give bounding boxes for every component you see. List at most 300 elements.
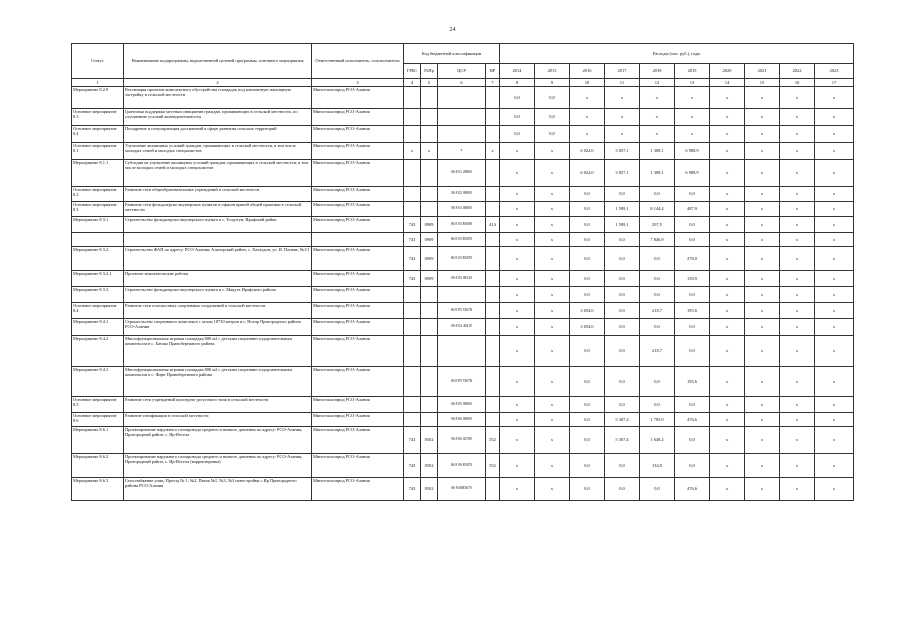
row-value: 1 308,1 bbox=[640, 143, 675, 160]
row-value: 0,0 bbox=[675, 217, 710, 233]
row-name: Строительство фельдшерско-акушерского пункта в с. Толдзгун, Ирафский район bbox=[124, 217, 312, 233]
header-year-0: 2014 bbox=[500, 64, 535, 79]
row-value: х bbox=[535, 160, 570, 187]
row-rzpr: 0502 bbox=[421, 427, 438, 454]
row-responsible: Минсельхозпрод РСО-Алания bbox=[312, 126, 404, 143]
row-value: х bbox=[780, 336, 815, 367]
row-value: 0,0 bbox=[570, 454, 605, 478]
row-name: Поощрение и популяризация достижений в сфере развития сельских территорий bbox=[124, 126, 312, 143]
row-value: 0,0 bbox=[605, 478, 640, 501]
row-grbs bbox=[404, 413, 421, 427]
row-status: Основное мероприятие 8.4 bbox=[72, 126, 124, 143]
row-value: х bbox=[745, 202, 780, 217]
row-value: х bbox=[745, 397, 780, 413]
row-value: х bbox=[605, 126, 640, 143]
row-csr: х bbox=[438, 143, 486, 160]
row-vr bbox=[486, 319, 500, 336]
row-value: х bbox=[710, 287, 745, 303]
row-value: х bbox=[745, 109, 780, 126]
row-grbs: 743 bbox=[404, 233, 421, 247]
row-value: х bbox=[710, 367, 745, 397]
row-value: 3 054,0 bbox=[570, 319, 605, 336]
row-rzpr bbox=[421, 287, 438, 303]
row-value: х bbox=[815, 247, 854, 271]
row-value: 0,0 bbox=[605, 187, 640, 202]
row-status: Основное мероприятие 8.6 bbox=[72, 413, 124, 427]
table-row bbox=[72, 126, 854, 143]
row-value: х bbox=[710, 187, 745, 202]
table-row bbox=[72, 217, 854, 233]
row-csr: 06 8 03 08120 bbox=[438, 271, 486, 287]
row-value: х bbox=[710, 160, 745, 187]
row-value: 195,6 bbox=[675, 303, 710, 319]
header-column-number: 15 bbox=[745, 79, 780, 87]
row-csr bbox=[438, 287, 486, 303]
row-vr: х bbox=[486, 143, 500, 160]
row-value: 0,0 bbox=[675, 397, 710, 413]
row-value: х bbox=[710, 454, 745, 478]
row-value: х bbox=[605, 109, 640, 126]
row-vr bbox=[486, 271, 500, 287]
row-value: х bbox=[675, 109, 710, 126]
row-value: х bbox=[710, 126, 745, 143]
row-value: 1 783,9 bbox=[640, 413, 675, 427]
row-value: х bbox=[780, 413, 815, 427]
row-rzpr bbox=[421, 336, 438, 367]
row-value: х bbox=[815, 303, 854, 319]
row-value: 0,0 bbox=[570, 336, 605, 367]
row-status: Мероприятие 8.4.2 bbox=[72, 336, 124, 367]
row-vr: 552 bbox=[486, 427, 500, 454]
row-value: 487,9 bbox=[675, 202, 710, 217]
header-status: Статус bbox=[72, 44, 124, 79]
row-value: х bbox=[500, 427, 535, 454]
row-value: х bbox=[500, 160, 535, 187]
table-row bbox=[72, 160, 854, 187]
row-name: Проектирование наружного газопровода среднего и низкого давления по адресу: РСО-Алания, Пригородный район, с. Ир-Весела (корректировка) bbox=[124, 454, 312, 478]
row-value: 0,0 bbox=[675, 427, 710, 454]
row-csr bbox=[438, 109, 486, 126]
row-value: 218,7 bbox=[640, 303, 675, 319]
table-row bbox=[72, 478, 854, 501]
row-csr: 06 8 02 00000 bbox=[438, 187, 486, 202]
header-year-7: 2021 bbox=[745, 64, 780, 79]
row-value: х bbox=[500, 319, 535, 336]
row-value: 6 988,9 bbox=[675, 143, 710, 160]
row-value: 3 054,0 bbox=[570, 303, 605, 319]
row-rzpr bbox=[421, 413, 438, 427]
header-column-number: 10 bbox=[570, 79, 605, 87]
row-value: 0,0 bbox=[570, 397, 605, 413]
row-value: х bbox=[780, 217, 815, 233]
row-name: Строительство спортивного комплекса с залом 18*30 метров в с. Ногир Пригородного района РСО-Алания bbox=[124, 319, 312, 336]
row-csr: 06 8 03 00000 bbox=[438, 202, 486, 217]
row-status: Основное мероприятие 8.2 bbox=[72, 187, 124, 202]
row-vr bbox=[486, 367, 500, 397]
row-value: х bbox=[745, 187, 780, 202]
row-status: Основное мероприятие 8.4 bbox=[72, 303, 124, 319]
row-value: 218,7 bbox=[640, 336, 675, 367]
row-status: Мероприятие 8.6.1 bbox=[72, 427, 124, 454]
row-value: х bbox=[745, 271, 780, 287]
header-column-number: 14 bbox=[710, 79, 745, 87]
row-name: Реализация проектов комплексного обустройства площадок под компактную жилищную застройку в сельской местности bbox=[124, 87, 312, 109]
row-vr: 414 bbox=[486, 217, 500, 233]
header-year-3: 2017 bbox=[605, 64, 640, 79]
row-value: х bbox=[710, 247, 745, 271]
row-value: х bbox=[780, 271, 815, 287]
row-csr: 06 8 04 40410 bbox=[438, 319, 486, 336]
row-rzpr: 0909 bbox=[421, 233, 438, 247]
row-status: Основное мероприятие 8.5 bbox=[72, 397, 124, 413]
row-value: х bbox=[780, 247, 815, 271]
row-grbs bbox=[404, 126, 421, 143]
header-code-2: ЦСР bbox=[438, 64, 486, 79]
row-csr: 06 8 06R5670 bbox=[438, 478, 486, 501]
row-value: х bbox=[500, 233, 535, 247]
row-value: х bbox=[710, 143, 745, 160]
row-responsible: Минсельхозпрод РСО-Алания bbox=[312, 160, 404, 187]
row-grbs bbox=[404, 287, 421, 303]
row-name: Субсидия на улучшение жилищных условий граждан, проживающих в сельской местности, в том числе молодых семей и молодых специалистов bbox=[124, 160, 312, 187]
row-value: х bbox=[815, 160, 854, 187]
row-value: х bbox=[500, 454, 535, 478]
row-status: Мероприятие 8.3.2. bbox=[72, 247, 124, 271]
row-status: Мероприятие 8.4.1 bbox=[72, 319, 124, 336]
row-value: х bbox=[500, 217, 535, 233]
row-rzpr: 0502 bbox=[421, 478, 438, 501]
row-value: х bbox=[815, 287, 854, 303]
row-value: 0,0 bbox=[570, 413, 605, 427]
row-status: Мероприятие 8.4.3 bbox=[72, 367, 124, 397]
row-value: х bbox=[570, 109, 605, 126]
header-column-number: 9 bbox=[535, 79, 570, 87]
header-year-6: 2020 bbox=[710, 64, 745, 79]
row-value: 0,0 bbox=[570, 187, 605, 202]
table-row bbox=[72, 367, 854, 397]
page-number: 24 bbox=[449, 27, 456, 33]
row-value: х bbox=[780, 478, 815, 501]
row-name: Развитие сети учреждений культурно-досугового типа в сельской местности bbox=[124, 397, 312, 413]
row-value: 0,0 bbox=[640, 319, 675, 336]
row-value: х bbox=[745, 233, 780, 247]
row-value: 476,6 bbox=[675, 478, 710, 501]
row-grbs: 743 bbox=[404, 271, 421, 287]
row-status: Мероприятие 8.6.3 bbox=[72, 478, 124, 501]
row-status: Основное мероприятие 8.1 bbox=[72, 143, 124, 160]
row-value: х bbox=[535, 202, 570, 217]
row-value: х bbox=[535, 303, 570, 319]
header-year-9: 2023 bbox=[815, 64, 854, 79]
row-value: 0,0 bbox=[640, 478, 675, 501]
row-name: Проектно-изыскательские работы bbox=[124, 271, 312, 287]
row-value: 1 308,1 bbox=[640, 160, 675, 187]
row-value: х bbox=[815, 143, 854, 160]
header-column-number: 8 bbox=[500, 79, 535, 87]
row-value: х bbox=[815, 478, 854, 501]
row-value: х bbox=[675, 126, 710, 143]
row-grbs bbox=[404, 367, 421, 397]
row-responsible: Минсельхозпрод РСО-Алания bbox=[312, 303, 404, 319]
row-value: х bbox=[710, 217, 745, 233]
header-codes-group: Код бюджетной классификации bbox=[404, 44, 500, 64]
row-value: х bbox=[815, 87, 854, 109]
row-responsible: Минсельхозпрод РСО-Алания bbox=[312, 427, 404, 454]
row-value: х bbox=[535, 143, 570, 160]
row-value: х bbox=[640, 87, 675, 109]
row-value: х bbox=[780, 143, 815, 160]
row-value: х bbox=[535, 187, 570, 202]
row-value: х bbox=[745, 287, 780, 303]
row-vr bbox=[486, 413, 500, 427]
header-column-number: 5 bbox=[421, 79, 438, 87]
header-column-number: 17 bbox=[815, 79, 854, 87]
row-rzpr bbox=[421, 87, 438, 109]
row-value: х bbox=[500, 202, 535, 217]
row-value: 0,0 bbox=[640, 247, 675, 271]
header-column-number: 6 bbox=[438, 79, 486, 87]
table-row bbox=[72, 187, 854, 202]
row-value: х bbox=[780, 87, 815, 109]
row-rzpr bbox=[421, 367, 438, 397]
row-value: 0,0 bbox=[675, 287, 710, 303]
row-name: Строительство фельдшерско-акушерского пункта в с. Мацута Ирафского района bbox=[124, 287, 312, 303]
budget-table bbox=[71, 43, 854, 501]
row-vr bbox=[486, 187, 500, 202]
row-value: х bbox=[535, 217, 570, 233]
row-value: х bbox=[780, 397, 815, 413]
row-value: 0,0 bbox=[605, 271, 640, 287]
row-value: х bbox=[745, 126, 780, 143]
row-status: Мероприятие 8.6.2 bbox=[72, 454, 124, 478]
row-value: х bbox=[815, 202, 854, 217]
row-value: 0,0 bbox=[640, 367, 675, 397]
row-value: х bbox=[780, 233, 815, 247]
row-value: 0,0 bbox=[500, 87, 535, 109]
row-status: Мероприятие 8.3.2.1. bbox=[72, 271, 124, 287]
row-value: 5 307,4 bbox=[605, 427, 640, 454]
row-rzpr: 0909 bbox=[421, 247, 438, 271]
row-responsible: Минсельхозпрод РСО-Алания bbox=[312, 202, 404, 217]
row-vr: 552 bbox=[486, 454, 500, 478]
header-year-2: 2016 bbox=[570, 64, 605, 79]
row-value: х bbox=[710, 271, 745, 287]
row-grbs: 743 bbox=[404, 454, 421, 478]
row-csr: 06 8 03 R5670 bbox=[438, 247, 486, 271]
row-rzpr bbox=[421, 109, 438, 126]
row-name: Развитие сети общеобразовательных учреждений в сельской местности bbox=[124, 187, 312, 202]
row-grbs bbox=[404, 202, 421, 217]
row-csr: 06 8 06 00000 bbox=[438, 413, 486, 427]
row-value: х bbox=[745, 336, 780, 367]
row-value: х bbox=[780, 126, 815, 143]
table-row bbox=[72, 336, 854, 367]
row-value: х bbox=[500, 187, 535, 202]
row-vr bbox=[486, 202, 500, 217]
row-rzpr: х bbox=[421, 143, 438, 160]
row-responsible: Минсельхозпрод РСО-Алания bbox=[312, 143, 404, 160]
row-value: х bbox=[815, 336, 854, 367]
header-year-8: 2022 bbox=[780, 64, 815, 79]
row-name: Грантовая поддержка местных инициатив граждан, проживающих в сельской местности, по улучшению условий жизнедеятельности bbox=[124, 109, 312, 126]
row-value: 0,0 bbox=[605, 454, 640, 478]
row-value: 0,0 bbox=[675, 454, 710, 478]
row-name: Улучшение жилищных условий граждан, проживающих в сельской местности, в том числе молодых семей и молодых специалистов bbox=[124, 143, 312, 160]
row-csr: 06 8 Р5 5567К bbox=[438, 367, 486, 397]
row-value: х bbox=[780, 367, 815, 397]
row-value: х bbox=[815, 233, 854, 247]
row-value: х bbox=[780, 427, 815, 454]
row-value: 0,0 bbox=[570, 271, 605, 287]
row-status: Мероприятие 8.2.9 bbox=[72, 87, 124, 109]
row-value: х bbox=[640, 126, 675, 143]
row-value: 0,0 bbox=[605, 233, 640, 247]
row-value: 0,0 bbox=[535, 109, 570, 126]
row-csr: 06 8 03 R5670 bbox=[438, 233, 486, 247]
table-row bbox=[72, 87, 854, 109]
row-responsible: Минсельхозпрод РСО-Алания bbox=[312, 454, 404, 478]
row-value: х bbox=[745, 367, 780, 397]
row-csr bbox=[438, 87, 486, 109]
row-responsible: Минсельхозпрод РСО-Алания bbox=[312, 87, 404, 109]
row-value: х bbox=[815, 109, 854, 126]
row-value: 0,0 bbox=[640, 397, 675, 413]
row-responsible: Минсельхозпрод РСО-Алания bbox=[312, 478, 404, 501]
table-row bbox=[72, 143, 854, 160]
row-value: х bbox=[745, 413, 780, 427]
row-value: х bbox=[500, 143, 535, 160]
row-value: х bbox=[780, 187, 815, 202]
row-vr bbox=[486, 336, 500, 367]
row-value: 0,0 bbox=[570, 217, 605, 233]
row-grbs: 743 bbox=[404, 247, 421, 271]
row-value: 0,0 bbox=[500, 109, 535, 126]
table-row bbox=[72, 303, 854, 319]
table-row bbox=[72, 397, 854, 413]
row-value: х bbox=[535, 397, 570, 413]
header-column-number: 12 bbox=[640, 79, 675, 87]
row-rzpr bbox=[421, 160, 438, 187]
row-grbs: 743 bbox=[404, 478, 421, 501]
row-value: х bbox=[535, 287, 570, 303]
row-value: х bbox=[535, 319, 570, 336]
row-responsible: Минсельхозпрод РСО-Алания bbox=[312, 287, 404, 303]
row-value: 0,0 bbox=[605, 247, 640, 271]
row-value: 3 857,1 bbox=[605, 143, 640, 160]
row-value: х bbox=[710, 397, 745, 413]
row-value: 6 022,0 bbox=[570, 160, 605, 187]
row-value: 0,0 bbox=[640, 187, 675, 202]
row-value: 1 648,2 bbox=[640, 427, 675, 454]
header-column-number: 1 bbox=[72, 79, 124, 87]
row-value: 0,0 bbox=[570, 478, 605, 501]
row-value: х bbox=[815, 367, 854, 397]
header-column-number: 2 bbox=[124, 79, 312, 87]
row-csr: 06 8 05 00000 bbox=[438, 397, 486, 413]
row-responsible: Минсельхозпрод РСО-Алания bbox=[312, 247, 404, 271]
row-status: Основное мероприятие 8.3 bbox=[72, 109, 124, 126]
row-value: х bbox=[570, 87, 605, 109]
row-value: 0,0 bbox=[675, 336, 710, 367]
row-value: х bbox=[815, 454, 854, 478]
row-value: 139,9 bbox=[675, 271, 710, 287]
row-grbs bbox=[404, 336, 421, 367]
table-row bbox=[72, 247, 854, 271]
table-row bbox=[72, 233, 854, 247]
row-rzpr: 0909 bbox=[421, 217, 438, 233]
row-value: х bbox=[815, 126, 854, 143]
row-value: х bbox=[535, 336, 570, 367]
row-value: х bbox=[710, 427, 745, 454]
row-rzpr bbox=[421, 202, 438, 217]
row-name bbox=[124, 233, 312, 247]
row-value: 0,0 bbox=[570, 202, 605, 217]
row-value: х bbox=[745, 319, 780, 336]
row-value: 0,0 bbox=[605, 336, 640, 367]
row-value: 0,0 bbox=[605, 319, 640, 336]
row-status: Мероприятие 8.1.1 bbox=[72, 160, 124, 187]
row-value: х bbox=[535, 427, 570, 454]
row-value: 0,0 bbox=[640, 271, 675, 287]
row-value: 0,0 bbox=[570, 367, 605, 397]
row-value: х bbox=[535, 478, 570, 501]
row-value: х bbox=[605, 87, 640, 109]
row-value: х bbox=[745, 478, 780, 501]
row-value: 0,0 bbox=[675, 187, 710, 202]
row-value: х bbox=[745, 247, 780, 271]
header-column-number: 16 bbox=[780, 79, 815, 87]
header-column-number: 3 bbox=[312, 79, 404, 87]
row-value: 3 857,1 bbox=[605, 160, 640, 187]
row-value: х bbox=[500, 367, 535, 397]
row-value: 5 307,4 bbox=[605, 413, 640, 427]
row-responsible: Минсельхозпрод РСО-Алания bbox=[312, 397, 404, 413]
row-value: х bbox=[745, 160, 780, 187]
row-grbs bbox=[404, 303, 421, 319]
row-grbs: х bbox=[404, 143, 421, 160]
row-vr bbox=[486, 478, 500, 501]
table-row bbox=[72, 454, 854, 478]
row-csr: 06 8 Р5 5567К bbox=[438, 303, 486, 319]
row-value: х bbox=[745, 454, 780, 478]
row-value: 297,5 bbox=[640, 217, 675, 233]
row-value: х bbox=[535, 233, 570, 247]
row-csr: 06 8 03 R0180 bbox=[438, 217, 486, 233]
row-value: х bbox=[500, 478, 535, 501]
row-value: х bbox=[500, 413, 535, 427]
row-value: х bbox=[780, 202, 815, 217]
row-name: Многофункциональная игровая площадка 800 м2 с детским спортивно-оздоровительным комплексом в с. Батако Правобережного района bbox=[124, 336, 312, 367]
row-value: х bbox=[535, 271, 570, 287]
row-csr: 06 8 01 20860 bbox=[438, 160, 486, 187]
row-value: 134,8 bbox=[640, 454, 675, 478]
row-name: Развитие сети плоскостных спортивных сооружений в сельской местности bbox=[124, 303, 312, 319]
row-value: 0,0 bbox=[570, 247, 605, 271]
row-value: х bbox=[710, 202, 745, 217]
row-rzpr bbox=[421, 397, 438, 413]
header-code-0: ГРБС bbox=[404, 64, 421, 79]
header-expenses-group: Расходы (тыс. руб.), годы bbox=[500, 44, 854, 64]
row-value: 0,0 bbox=[535, 126, 570, 143]
row-csr bbox=[438, 126, 486, 143]
row-value: х bbox=[815, 319, 854, 336]
table-row bbox=[72, 413, 854, 427]
row-value: х bbox=[745, 143, 780, 160]
row-responsible: Минсельхозпрод РСО-Алания bbox=[312, 319, 404, 336]
row-value: х bbox=[745, 87, 780, 109]
table-row bbox=[72, 109, 854, 126]
row-responsible: Минсельхозпрод РСО-Алания bbox=[312, 109, 404, 126]
